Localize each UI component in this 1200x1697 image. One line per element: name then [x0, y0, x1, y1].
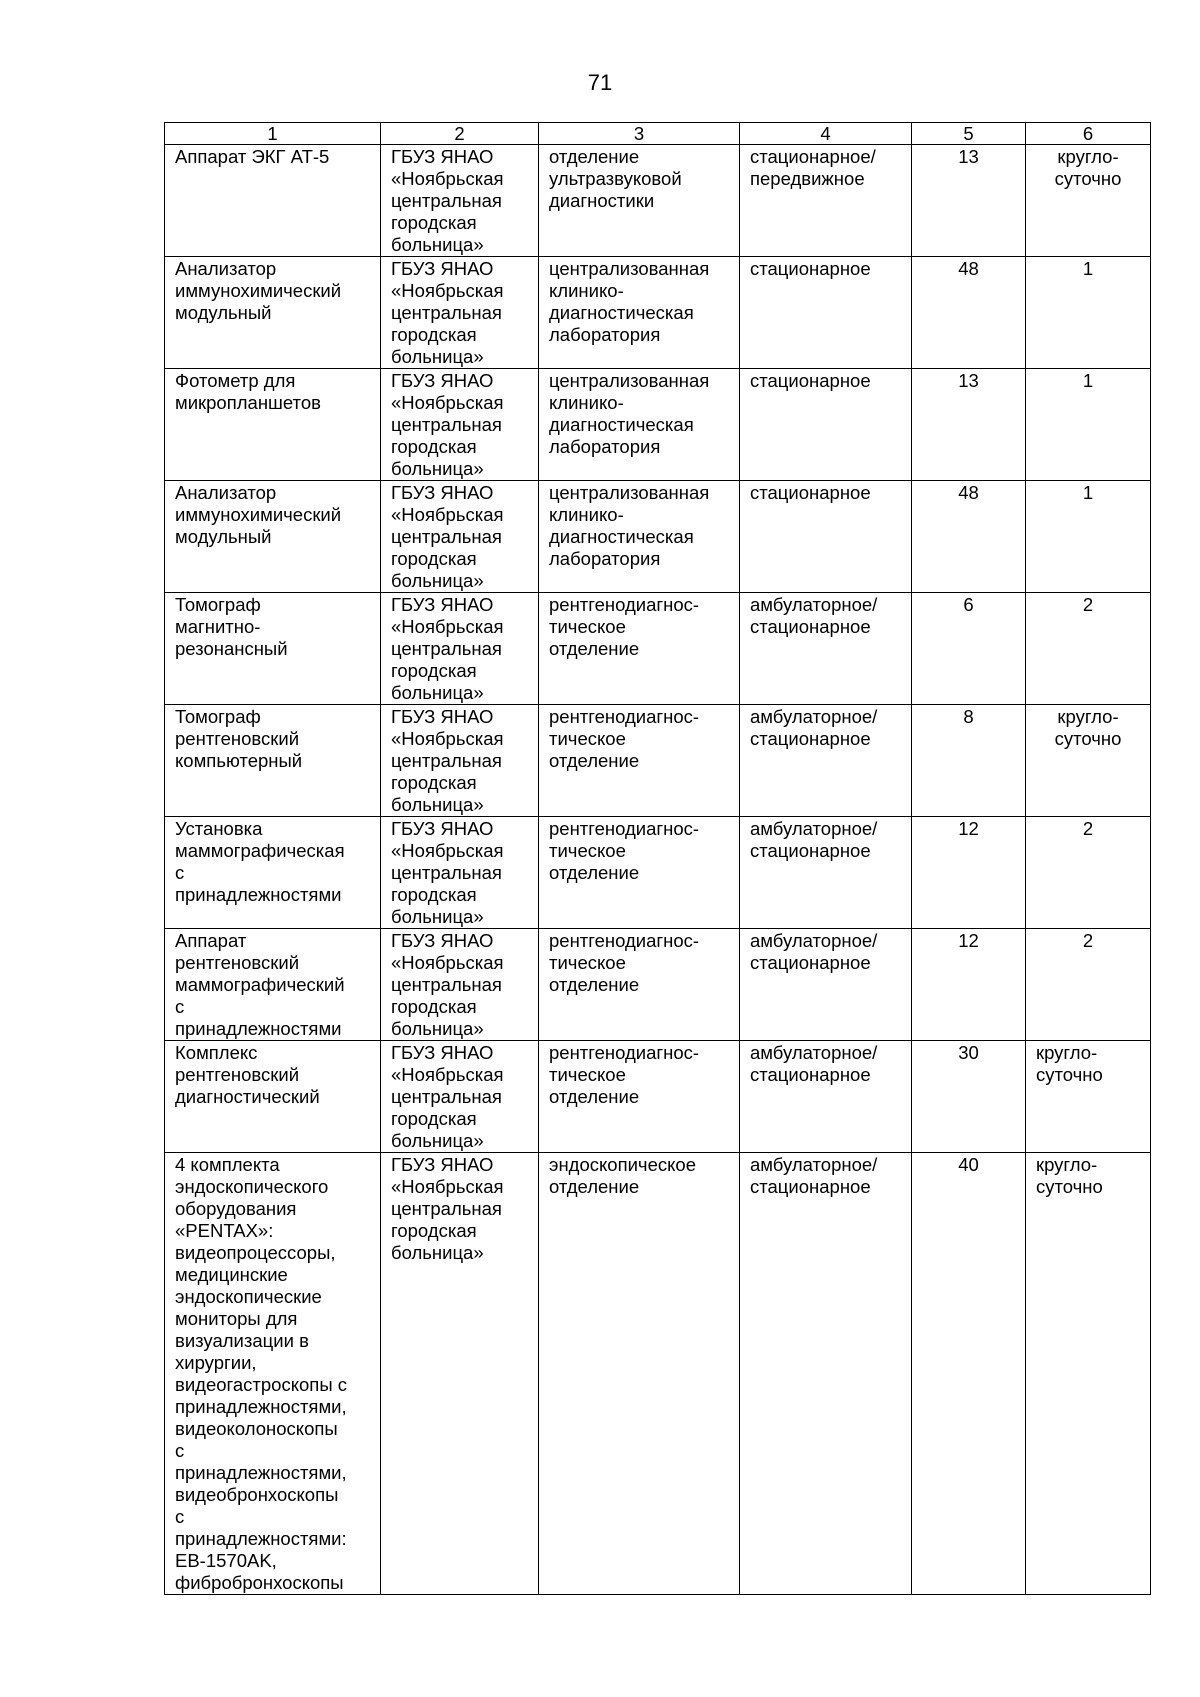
table-header-row: [165, 123, 1151, 145]
column-5-cell: 40: [912, 1153, 1026, 1595]
organization-cell: ГБУЗ ЯНАО «Ноябрьская центральная городская больница»: [381, 481, 539, 593]
column-5-cell: 12: [912, 929, 1026, 1041]
equipment-name-cell: Аппарат рентгеновский маммографический с принадлежностями: [165, 929, 381, 1041]
mode-cell: амбулаторное/ стационарное: [740, 1153, 912, 1595]
mode-cell: стационарное/ передвижное: [740, 145, 912, 257]
column-6-cell: 1: [1026, 481, 1151, 593]
organization-cell: ГБУЗ ЯНАО «Ноябрьская центральная городская больница»: [381, 257, 539, 369]
table-row: [165, 1153, 1151, 1595]
organization-cell: ГБУЗ ЯНАО «Ноябрьская центральная городская больница»: [381, 705, 539, 817]
equipment-name-cell: Аппарат ЭКГ АТ-5: [165, 145, 381, 257]
mode-cell: амбулаторное/ стационарное: [740, 593, 912, 705]
table-row: [165, 593, 1151, 705]
column-6-cell: 2: [1026, 593, 1151, 705]
table-row: [165, 257, 1151, 369]
table-row: [165, 1041, 1151, 1153]
organization-cell: ГБУЗ ЯНАО «Ноябрьская центральная городская больница»: [381, 1041, 539, 1153]
table-row: [165, 929, 1151, 1041]
mode-cell: амбулаторное/ стационарное: [740, 817, 912, 929]
column-header: 3: [539, 123, 740, 145]
column-5-cell: 13: [912, 369, 1026, 481]
equipment-name-cell: Установка маммографическая с принадлежностями: [165, 817, 381, 929]
organization-cell: ГБУЗ ЯНАО «Ноябрьская центральная городская больница»: [381, 929, 539, 1041]
organization-cell: ГБУЗ ЯНАО «Ноябрьская центральная городская больница»: [381, 369, 539, 481]
column-header: 4: [740, 123, 912, 145]
department-cell: рентгенодиагнос- тическое отделение: [539, 817, 740, 929]
equipment-name-cell: Томограф рентгеновский компьютерный: [165, 705, 381, 817]
mode-cell: амбулаторное/ стационарное: [740, 705, 912, 817]
equipment-table: [164, 122, 1151, 1595]
mode-cell: стационарное: [740, 481, 912, 593]
mode-cell: стационарное: [740, 369, 912, 481]
department-cell: рентгенодиагнос- тическое отделение: [539, 705, 740, 817]
department-cell: централизованная клинико- диагностическая лаборатория: [539, 257, 740, 369]
equipment-name-cell: 4 комплекта эндоскопического оборудования «PENTAX»: видеопроцессоры, медицинские эндоскопические мониторы для визуализации в хирургии, видеогастроскопы с принадлежностями, видеоколоноскопы с принадлежностями, видеобронхоскопы с принадлежностями: EB-1570AK, фибробронхоскопы: [165, 1153, 381, 1595]
column-6-cell: 2: [1026, 817, 1151, 929]
organization-cell: ГБУЗ ЯНАО «Ноябрьская центральная городская больница»: [381, 593, 539, 705]
department-cell: рентгенодиагнос- тическое отделение: [539, 593, 740, 705]
column-5-cell: 48: [912, 257, 1026, 369]
department-cell: эндоскопическое отделение: [539, 1153, 740, 1595]
table-row: [165, 705, 1151, 817]
column-5-cell: 30: [912, 1041, 1026, 1153]
equipment-name-cell: Томограф магнитно- резонансный: [165, 593, 381, 705]
column-6-cell: кругло- суточно: [1026, 1041, 1151, 1153]
column-5-cell: 8: [912, 705, 1026, 817]
department-cell: рентгенодиагнос- тическое отделение: [539, 1041, 740, 1153]
column-6-cell: кругло- суточно: [1026, 145, 1151, 257]
equipment-name-cell: Фотометр для микропланшетов: [165, 369, 381, 481]
mode-cell: амбулаторное/ стационарное: [740, 1041, 912, 1153]
department-cell: рентгенодиагнос- тическое отделение: [539, 929, 740, 1041]
mode-cell: стационарное: [740, 257, 912, 369]
equipment-name-cell: Анализатор иммунохимический модульный: [165, 481, 381, 593]
column-6-cell: 1: [1026, 369, 1151, 481]
column-header: 2: [381, 123, 539, 145]
column-5-cell: 48: [912, 481, 1026, 593]
organization-cell: ГБУЗ ЯНАО «Ноябрьская центральная городская больница»: [381, 145, 539, 257]
table-row: [165, 145, 1151, 257]
organization-cell: ГБУЗ ЯНАО «Ноябрьская центральная городская больница»: [381, 817, 539, 929]
table-row: [165, 369, 1151, 481]
column-6-cell: 2: [1026, 929, 1151, 1041]
column-6-cell: кругло- суточно: [1026, 705, 1151, 817]
department-cell: отделение ультразвуковой диагностики: [539, 145, 740, 257]
equipment-name-cell: Анализатор иммунохимический модульный: [165, 257, 381, 369]
column-5-cell: 6: [912, 593, 1026, 705]
table-row: [165, 481, 1151, 593]
column-header: 1: [165, 123, 381, 145]
table-row: [165, 817, 1151, 929]
column-6-cell: 1: [1026, 257, 1151, 369]
column-5-cell: 13: [912, 145, 1026, 257]
organization-cell: ГБУЗ ЯНАО «Ноябрьская центральная городская больница»: [381, 1153, 539, 1595]
column-5-cell: 12: [912, 817, 1026, 929]
column-6-cell: кругло- суточно: [1026, 1153, 1151, 1595]
department-cell: централизованная клинико- диагностическая лаборатория: [539, 481, 740, 593]
column-header: 6: [1026, 123, 1151, 145]
column-header: 5: [912, 123, 1026, 145]
mode-cell: амбулаторное/ стационарное: [740, 929, 912, 1041]
department-cell: централизованная клинико- диагностическая лаборатория: [539, 369, 740, 481]
equipment-name-cell: Комплекс рентгеновский диагностический: [165, 1041, 381, 1153]
page-number: 71: [587, 70, 613, 95]
